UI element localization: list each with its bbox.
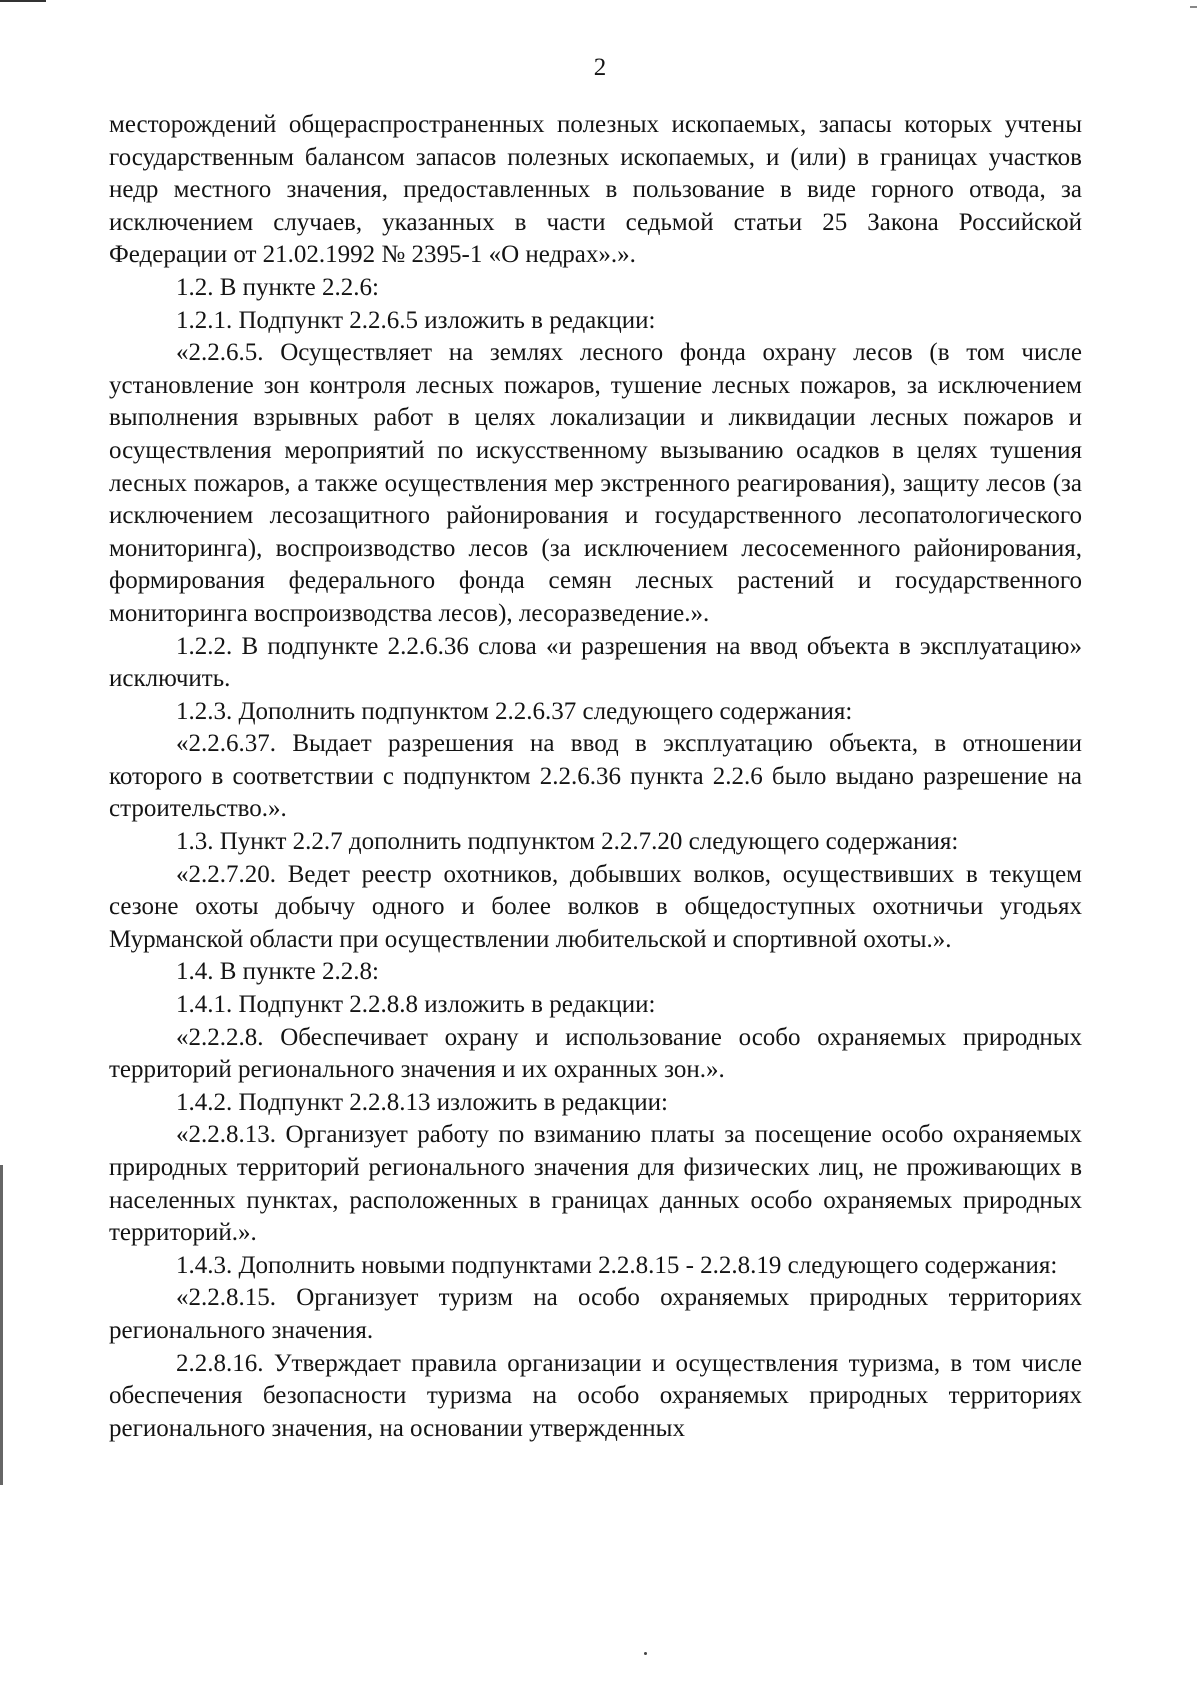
paragraph-clause-1-2-3: 1.2.3. Дополнить подпунктом 2.2.6.37 следующего содержания: xyxy=(176,697,853,725)
page-number: 2 xyxy=(593,54,607,81)
paragraph-clause-1-3: 1.3. Пункт 2.2.7 дополнить подпунктом 2.2.7.20 следующего содержания: xyxy=(176,828,959,856)
scan-edge-tick xyxy=(1190,6,1197,8)
paragraph-quote-2-2-7-20: «2.2.7.20. Ведет реестр охотников, добывших волков, осуществивших в текущем сезоне охоты добычу одного и более волков в общедоступных охотничьи угодьях Мурманской области при осуществлении любительской и спортивной охоты.». xyxy=(109,860,1082,953)
document-body xyxy=(109,109,1082,1445)
paragraph-quote-2-2-6-37: «2.2.6.37. Выдает разрешения на ввод в эксплуатацию объекта, в отношении которого в соответствии с подпунктом 2.2.6.36 пункта 2.2.6 было выдано разрешение на строительство.». xyxy=(109,730,1082,823)
paragraph-quote-2-2-6-5: «2.2.6.5. Осуществляет на землях лесного фонда охрану лесов (в том числе установление зон контроля лесных пожаров, тушение лесных пожаров, за исключением выполнения взрывных работ в целях локализации и ликвидации лесных пожаров и осуществления мероприятий по искусственному вызыванию осадков в целях тушения лесных пожаров, а также осуществления мер экстренного реагирования), защиту лесов (за исключением лесозащитного районирования и государственного лесопатологического мониторинга), воспроизводство лесов (за исключением лесосеменного районирования, формирования федерального фонда семян лесных растений и государственного мониторинга воспроизводства лесов), лесоразведение.». xyxy=(109,339,1082,627)
scan-speck xyxy=(644,1652,647,1655)
paragraph-quote-2-2-2-8: «2.2.2.8. Обеспечивает охрану и использование особо охраняемых природных территорий регионального значения и их охранных зон.». xyxy=(109,1023,1082,1084)
paragraph-continuation: месторождений общераспространенных полезных ископаемых, запасы которых учтены государственным балансом запасов полезных ископаемых, и (или) в границах участков недр местного значения, предоставленных в пользование в виде горного отвода, за исключением случаев, указанных в части седьмой статьи 25 Закона Российской Федерации от 21.02.1992 № 2395-1 «О недрах».». xyxy=(109,111,1082,269)
scan-edge-mark xyxy=(0,0,46,2)
paragraph-clause-1-4-3: 1.4.3. Дополнить новыми подпунктами 2.2.8.15 - 2.2.8.19 следующего содержания: xyxy=(176,1251,1058,1279)
paragraph-clause-1-2: 1.2. В пункте 2.2.6: xyxy=(176,273,379,301)
paragraph-clause-1-4-1: 1.4.1. Подпункт 2.2.8.8 изложить в редакции: xyxy=(176,991,656,1019)
paragraph-quote-2-2-8-13: «2.2.8.13. Организует работу по взиманию платы за посещение особо охраняемых природных территорий регионального значения для физических лиц, не проживающих в населенных пунктах, расположенных в границах данных особо охраняемых природных территорий.». xyxy=(109,1121,1082,1247)
binding-edge-line xyxy=(0,1165,3,1485)
paragraph-clause-1-2-2: 1.2.2. В подпункте 2.2.6.36 слова «и разрешения на ввод объекта в эксплуатацию» исключить. xyxy=(109,632,1082,693)
paragraph-clause-1-2-1: 1.2.1. Подпункт 2.2.6.5 изложить в редакции: xyxy=(176,306,656,334)
paragraph-quote-2-2-8-16: 2.2.8.16. Утверждает правила организации и осуществления туризма, в том числе обеспечения безопасности туризма на особо охраняемых природных территориях регионального значения, на основании утвержденных xyxy=(109,1349,1082,1442)
paragraph-clause-1-4: 1.4. В пункте 2.2.8: xyxy=(176,958,379,986)
paragraph-clause-1-4-2: 1.4.2. Подпункт 2.2.8.13 изложить в редакции: xyxy=(176,1088,669,1116)
paragraph-quote-2-2-8-15: «2.2.8.15. Организует туризм на особо охраняемых природных территориях регионального значения. xyxy=(109,1284,1082,1344)
